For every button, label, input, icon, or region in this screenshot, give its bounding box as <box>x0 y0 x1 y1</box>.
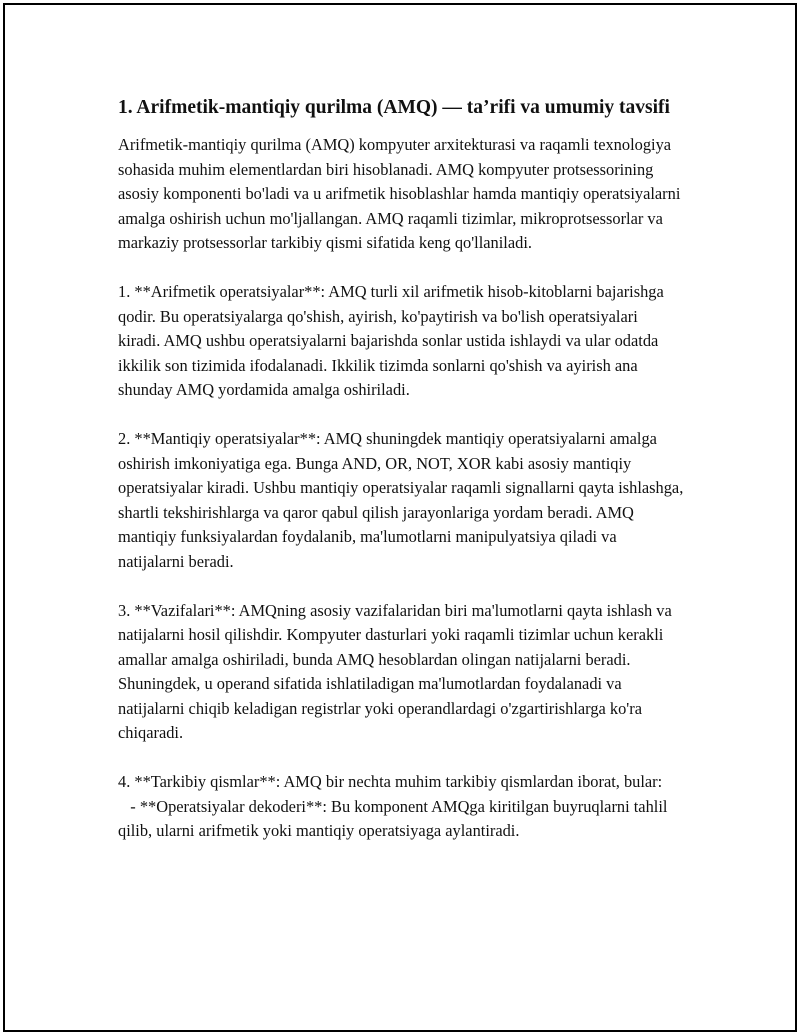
section-functions: 3. **Vazifalari**: AMQning asosiy vazifalaridan biri ma'lumotlarni qayta ishlash va natijalarni hosil qilishdir. Kompyuter dasturlari yoki raqamli tizimlar uchun kerakli amallar amalga oshiriladi, bunda AMQ hesoblardan olingan natijalarni beradi. Shuningdek, u operand sifatida ishlatiladigan ma'lumotlardan foydalanadi va natijalarni chiqib keladigan registrlar yoki operandlardagi o'zgartirishlarga ko'ra chiqaradi. <box>118 600 676 743</box>
section-arithmetic-operations: 1. **Arifmetik operatsiyalar**: AMQ turli xil arifmetik hisob-kitoblarni bajarishga qodir. Bu operatsiyalarga qo'shish, ayirish, ko'paytirish va bo'lish operatsiyalari kiradi. AMQ ushbu operatsiyalarni bajarishda sonlar ustida ishlaydi va ular odatda ikkilik son tizimida ifodalanadi. Ikkilik tizimda sonlarni qo'shish va ayirish ana shunday AMQ yordamida amalga oshiriladi. <box>118 281 668 400</box>
intro-paragraph: Arifmetik-mantiqiy qurilma (AMQ) kompyuter arxitekturasi va raqamli texnologiya sohasida muhim elementlardan biri hisoblanadi. AMQ kompyuter protsessorining asosiy komponenti bo'ladi va u arifmetik hisoblashlar hamda mantiqiy operatsiyalarni amalga oshirish uchun mo'ljallangan. AMQ raqamli tizimlar, mikroprotsessorlar va markaziy protsessorlar tarkibiy qismi sifatida keng qo'llaniladi. <box>118 135 685 253</box>
section-logical-operations: 2. **Mantiqiy operatsiyalar**: AMQ shuningdek mantiqiy operatsiyalarni amalga oshirish imkoniyatiga ega. Bunga AND, OR, NOT, XOR kabi asosiy mantiqiy operatsiyalar kiradi. Ushbu mantiqiy operatsiyalar raqamli signallarni qayta ishlashga, shartli tekshirishlarga va qaror qabul qilish jarayonlariga yordam beradi. AMQ mantiqiy funksiyalardan foydalanib, ma'lumotlarni manipulyatsiya qiladi va natijalarni beradi. <box>118 428 688 571</box>
section-components: 4. **Tarkibiy qismlar**: AMQ bir nechta muhim tarkibiy qismlardan iborat, bular: - **Operatsiyalar dekoderi**: Bu komponent AMQga kiritilgan buyruqlarni tahlil qilib, ularni arifmetik yoki mantiqiy operatsiyaga aylantiradi. <box>118 772 668 841</box>
document-body <box>118 95 688 844</box>
document-title: 1. Arifmetik-mantiqiy qurilma (AMQ) — ta’rifi va umumiy tavsifi <box>118 97 670 118</box>
